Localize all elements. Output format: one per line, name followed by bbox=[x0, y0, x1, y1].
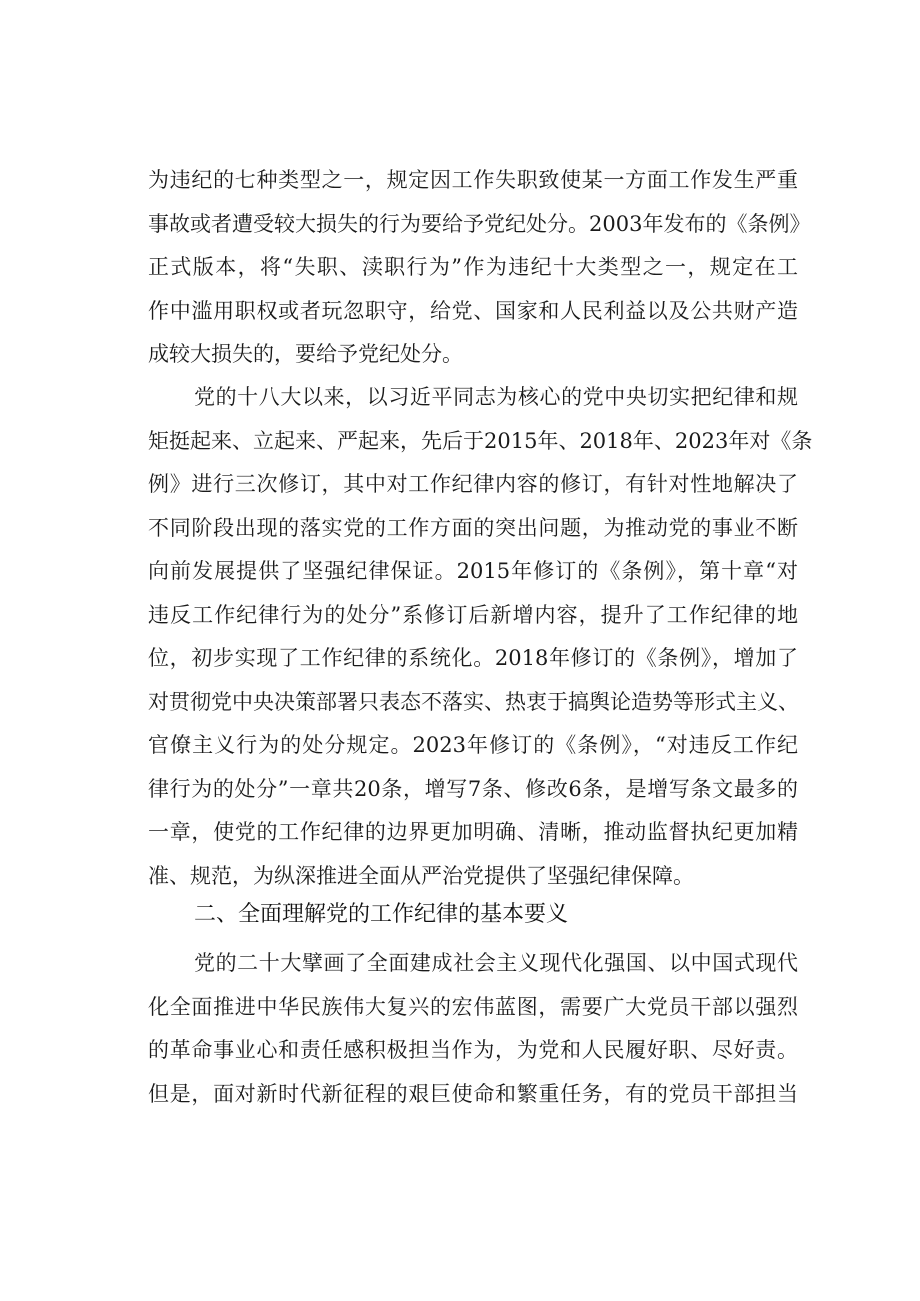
paragraph-2-line-1: 党的十八大以来，以习近平同志为核心的党中央切实把纪律和规 bbox=[194, 385, 798, 409]
paragraph-2-line-9: 官僚主义行为的处分规定。2023年修订的《条例》，“对违反工作纪 bbox=[148, 733, 798, 757]
paragraph-1-line-5: 成较大损失的，要给予党纪处分。 bbox=[148, 342, 463, 366]
paragraph-1 bbox=[148, 159, 811, 377]
paragraph-2-line-12: 准、规范，为纵深推进全面从严治党提供了坚强纪律保障。 bbox=[148, 863, 694, 888]
paragraph-2-line-6: 违反工作纪律行为的处分”系修订后新增内容，提升了工作纪律的地 bbox=[148, 602, 798, 627]
paragraph-2-line-7: 位，初步实现了工作纪律的系统化。2018年修订的《条例》，增加了 bbox=[148, 646, 798, 670]
paragraph-2-line-10: 律行为的处分”一章共20条，增写7条、修改6条，是增写条文最多的 bbox=[148, 776, 798, 801]
paragraph-2 bbox=[148, 376, 813, 898]
paragraph-3-line-1: 党的二十大擘画了全面建成社会主义现代化强国、以中国式现代 bbox=[194, 951, 798, 975]
paragraph-3-line-3: 的革命事业心和责任感积极担当作为，为党和人民履好职、尽好责。 bbox=[148, 1038, 798, 1062]
paragraph-2-line-2: 矩挺起来、立起来、严起来，先后于2015年、2018年、2023年对《条 bbox=[148, 428, 813, 453]
paragraph-3-line-4: 但是，面对新时代新征程的艰巨使命和繁重任务，有的党员干部担当 bbox=[148, 1081, 798, 1106]
paragraph-2-line-4: 不同阶段出现的落实党的工作方面的突出问题，为推动党的事业不断 bbox=[148, 515, 798, 540]
paragraph-2-line-3: 例》进行三次修订，其中对工作纪律内容的修订，有针对性地解决了 bbox=[148, 472, 798, 496]
paragraph-1-line-2: 事故或者遭受较大损失的行为要给予党纪处分。2003年发布的《条例》 bbox=[148, 211, 811, 236]
paragraph-3 bbox=[148, 942, 798, 1116]
section-heading: 二、全面理解党的工作纪律的基本要义 bbox=[194, 902, 569, 927]
paragraph-2-line-11: 一章，使党的工作纪律的边界更加明确、清晰，推动监督执纪更加精 bbox=[148, 820, 798, 844]
paragraph-1-line-1: 为违纪的七种类型之一，规定因工作失职致使某一方面工作发生严重 bbox=[148, 168, 798, 192]
paragraph-2-line-5: 向前发展提供了坚强纪律保证。2015年修订的《条例》，第十章“对 bbox=[148, 559, 798, 583]
paragraph-3-line-2: 化全面推进中华民族伟大复兴的宏伟蓝图，需要广大党员干部以强烈 bbox=[148, 994, 798, 1019]
paragraph-1-line-3: 正式版本，将“失职、渎职行为”作为违纪十大类型之一，规定在工 bbox=[148, 255, 798, 279]
paragraph-1-line-4: 作中滥用职权或者玩忽职守，给党、国家和人民利益以及公共财产造 bbox=[148, 298, 798, 323]
paragraph-2-line-8: 对贯彻党中央决策部署只表态不落实、热衷于搞舆论造势等形式主义、 bbox=[148, 689, 799, 714]
